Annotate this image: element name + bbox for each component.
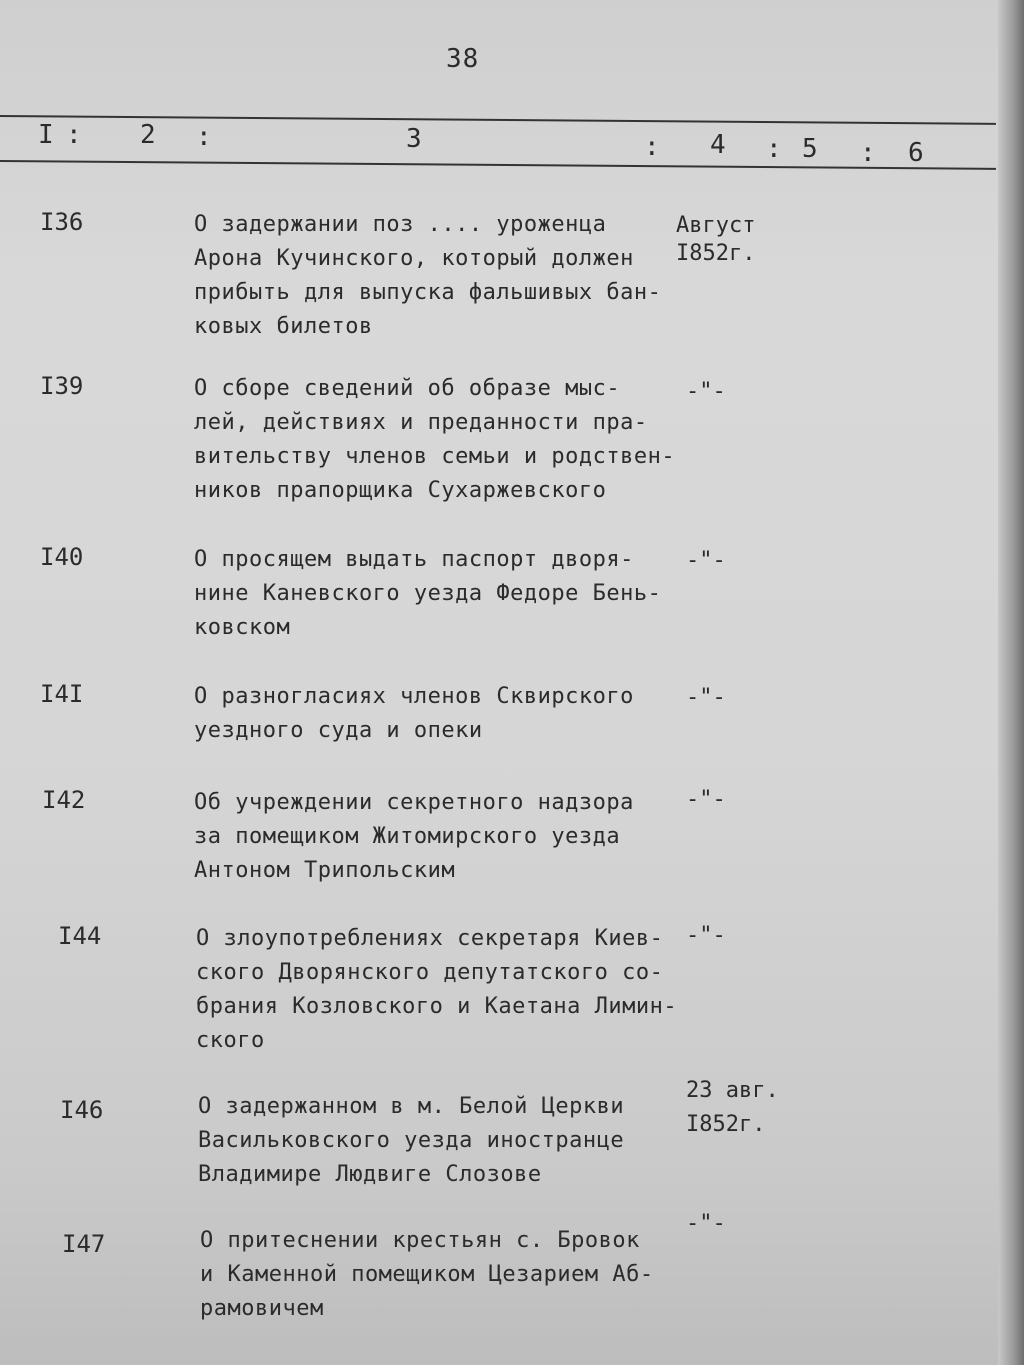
column-header-4: 4 [710, 130, 726, 160]
entry-date: -"- [686, 923, 726, 948]
entry-description: О притеснении крестьян с. Бровок и Каменной помещиком Цезарием Аб- рамовичем [200, 1228, 654, 1321]
header-rule-bottom [0, 160, 996, 170]
entry-date: -"- [686, 379, 726, 404]
page-edge-shadow [998, 0, 1024, 1365]
entry-description: Об учреждении секретного надзора за помещиком Житомирского уезда Антоном Трипольским [194, 790, 634, 883]
column-separator: : [766, 134, 782, 164]
entry-description: О задержанном в м. Белой Церкви Васильковского уезда иностранце Владимире Людвиге Слозове [198, 1094, 625, 1187]
entry-number: I4I [40, 680, 84, 708]
column-separator: : [196, 122, 212, 152]
entry-date: -"- [686, 548, 726, 573]
entry-number: I40 [40, 543, 84, 571]
column-header-2: 2 [140, 120, 156, 150]
entry-date: -"- [686, 685, 726, 710]
entry-date: -"- [686, 1211, 726, 1236]
entry-date: 23 авг. I852г. [686, 1078, 779, 1137]
entry-date: -"- [686, 787, 726, 812]
entry-description: О злоупотреблениях секретаря Киев- ского Дворянского депутатского со- брания Козловского и Каетана Лимин- ского [196, 926, 678, 1053]
entry-number: I47 [62, 1230, 106, 1258]
column-separator: : [860, 138, 876, 168]
entry-description: О сборе сведений об образе мыс- лей, действиях и преданности пра- вительству членов семьи и родствен- ников прапорщика Сухаржевского [194, 376, 676, 503]
entry-date: Август I852г. [676, 213, 756, 266]
column-header-6: 6 [908, 138, 924, 168]
entry-number: I42 [42, 786, 86, 814]
entry-number: I44 [58, 922, 102, 950]
entry-description: О просящем выдать паспорт дворя- нине Каневского уезда Федоре Бень- ковском [194, 547, 662, 640]
entry-number: I36 [40, 208, 84, 236]
column-header-1: I [38, 120, 54, 150]
entry-description: О задержании поз .... уроженца Арона Кучинского, который должен прибыть для выпуска фальшивых бан- ковых билетов [194, 212, 662, 339]
column-separator: : [644, 132, 660, 162]
column-header-5: 5 [802, 134, 818, 164]
column-header-3: 3 [406, 124, 422, 154]
page-number: 38 [446, 44, 480, 74]
entry-description: О разногласиях членов Сквирского уездного суда и опеки [194, 684, 634, 743]
column-separator: : [66, 120, 82, 150]
entry-number: I39 [40, 372, 84, 400]
entry-number: I46 [60, 1096, 104, 1124]
